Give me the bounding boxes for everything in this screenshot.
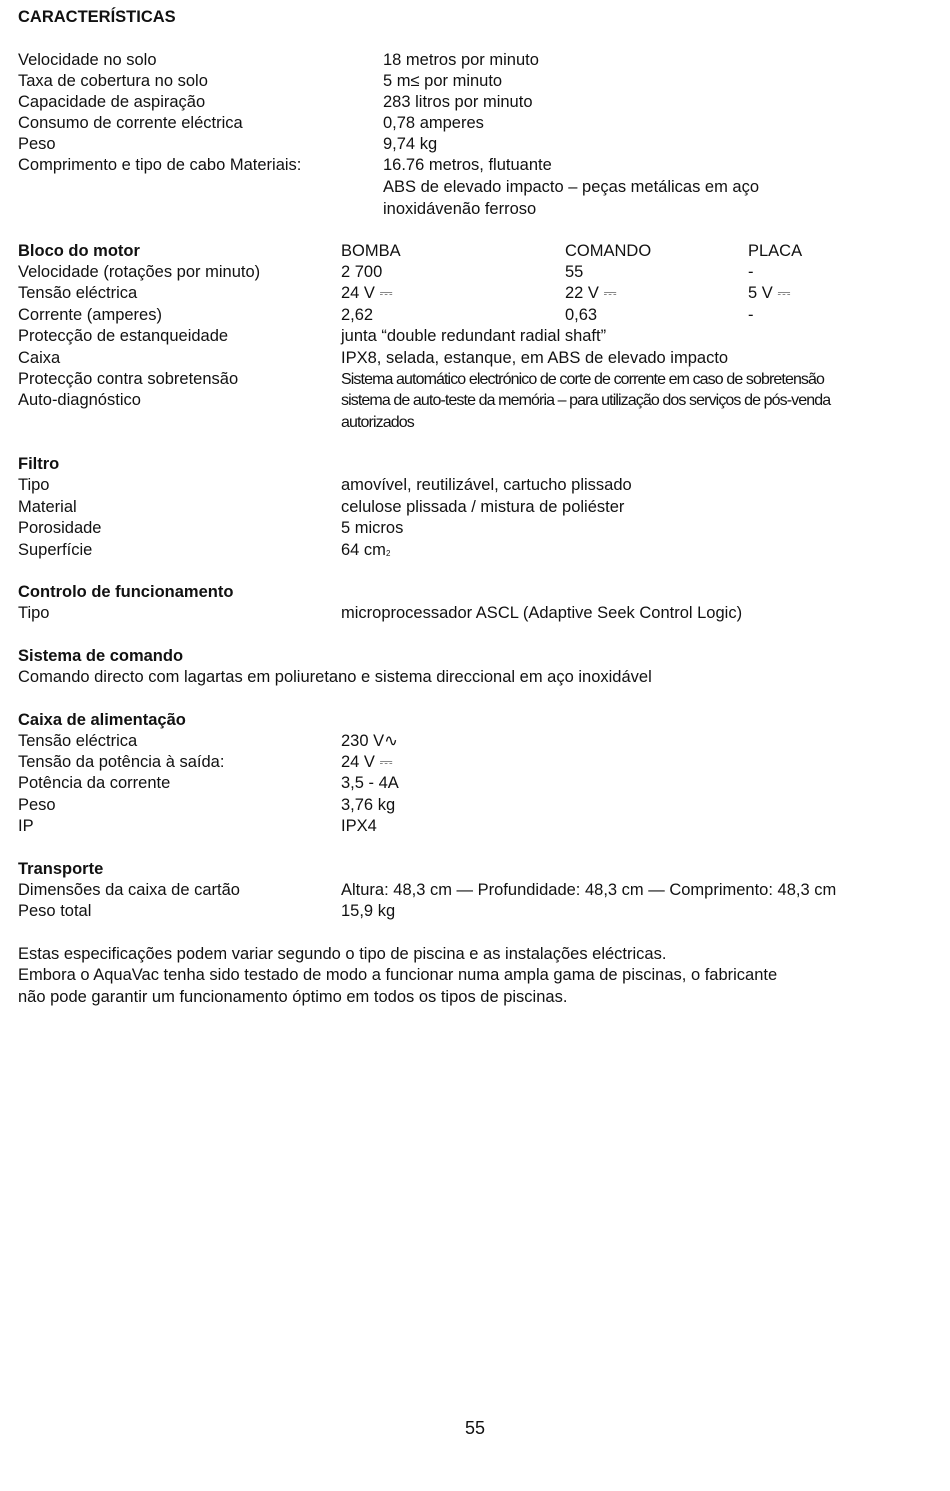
spec-value: 16.76 metros, flutuante [383, 156, 552, 174]
spec-label: Protecção de estanqueidade [18, 327, 229, 345]
spec-label: Comprimento e tipo de cabo Materiais: [18, 156, 302, 174]
note-text: Estas especificações podem variar segundo o tipo de piscina e as instalações eléctricas. [18, 945, 667, 963]
spec-label: Auto-diagnóstico [18, 391, 141, 409]
spec-label: Peso [18, 796, 56, 814]
spec-value: celulose plissada / mistura de poliéster [341, 498, 625, 516]
section-heading: Bloco do motor [18, 242, 140, 260]
spec-value: 283 litros por minuto [383, 93, 533, 111]
section-heading: Caixa de alimentação [18, 711, 186, 729]
section-heading: Sistema de comando [18, 647, 184, 665]
spec-value: sistema de auto-teste da memória – para utilização dos serviços de pós-venda [341, 392, 831, 409]
spec-value: - [748, 263, 754, 281]
spec-label: Protecção contra sobretensão [18, 370, 239, 388]
spec-value: IPX4 [341, 817, 377, 835]
spec-value: 5 V ⎓ [748, 284, 791, 302]
page-number: 55 [464, 1418, 486, 1438]
page-title: CARACTERÍSTICAS [18, 8, 176, 26]
spec-label: Corrente (amperes) [18, 306, 162, 324]
spec-value: 18 metros por minuto [383, 51, 539, 69]
spec-label: Tensão eléctrica [18, 732, 138, 750]
superscript-unit: 2 [385, 549, 391, 558]
spec-label: Dimensões da caixa de cartão [18, 881, 240, 899]
spec-label: Velocidade no solo [18, 51, 157, 69]
column-header: COMANDO [565, 242, 652, 260]
spec-value: 15,9 kg [341, 902, 396, 920]
spec-value: 2 700 [341, 263, 383, 281]
spec-value: 3,5 - 4A [341, 774, 399, 792]
spec-value: 0,78 amperes [383, 114, 484, 132]
spec-value: 24 V ⎓ [341, 753, 393, 771]
spec-value-text: 64 cm [341, 541, 386, 559]
spec-value: Altura: 48,3 cm — Profundidade: 48,3 cm — Comprimento: 48,3 cm [341, 881, 837, 899]
spec-value: autorizados [341, 414, 414, 431]
spec-label: Taxa de cobertura no solo [18, 72, 208, 90]
note-text: não pode garantir um funcionamento óptimo em todos os tipos de piscinas. [18, 988, 568, 1006]
spec-value: 24 V ⎓ [341, 284, 393, 302]
spec-value: 2,62 [341, 306, 374, 324]
column-header: BOMBA [341, 242, 401, 260]
spec-label: Tipo [18, 604, 50, 622]
spec-label: Capacidade de aspiração [18, 93, 206, 111]
column-header: PLACA [748, 242, 803, 260]
spec-value: amovível, reutilizável, cartucho plissado [341, 476, 632, 494]
spec-value: microprocessador ASCL (Adaptive Seek Control Logic) [341, 604, 743, 622]
spec-value: 5 m≤ por minuto [383, 72, 503, 90]
spec-label: Porosidade [18, 519, 102, 537]
section-heading: Transporte [18, 860, 104, 878]
spec-value: Sistema automático electrónico de corte de corrente em caso de sobretensão [341, 371, 825, 388]
spec-value: - [748, 306, 754, 324]
spec-label: Caixa [18, 349, 61, 367]
spec-label: IP [18, 817, 34, 835]
spec-label: Tipo [18, 476, 50, 494]
spec-label: Tensão da potência à saída: [18, 753, 225, 771]
spec-value: 22 V ⎓ [565, 284, 617, 302]
spec-value: junta “double redundant radial shaft” [341, 327, 607, 345]
spec-value: IPX8, selada, estanque, em ABS de elevado impacto [341, 349, 729, 367]
section-heading: Controlo de funcionamento [18, 583, 234, 601]
spec-text: Comando directo com lagartas em poliuretano e sistema direccional em aço inoxidável [18, 668, 652, 686]
section-heading: Filtro [18, 455, 60, 473]
spec-value: ABS de elevado impacto – peças metálicas em aço [383, 178, 760, 196]
spec-value: 55 [565, 263, 584, 281]
spec-value: 5 micros [341, 519, 404, 537]
spec-label: Peso [18, 135, 56, 153]
spec-label: Velocidade (rotações por minuto) [18, 263, 261, 281]
note-text: Embora o AquaVac tenha sido testado de modo a funcionar numa ampla gama de piscinas, o fabricante [18, 966, 778, 984]
spec-label: Peso total [18, 902, 92, 920]
spec-label: Consumo de corrente eléctrica [18, 114, 243, 132]
spec-label: Tensão eléctrica [18, 284, 138, 302]
spec-value: 0,63 [565, 306, 598, 324]
spec-value: 230 V∿ [341, 732, 398, 750]
spec-label: Superfície [18, 541, 93, 559]
spec-value: inoxidávenão ferroso [383, 200, 537, 218]
spec-label: Material [18, 498, 77, 516]
spec-value [341, 540, 390, 564]
spec-value: 9,74 kg [383, 135, 438, 153]
spec-label: Potência da corrente [18, 774, 171, 792]
spec-value: 3,76 kg [341, 796, 396, 814]
